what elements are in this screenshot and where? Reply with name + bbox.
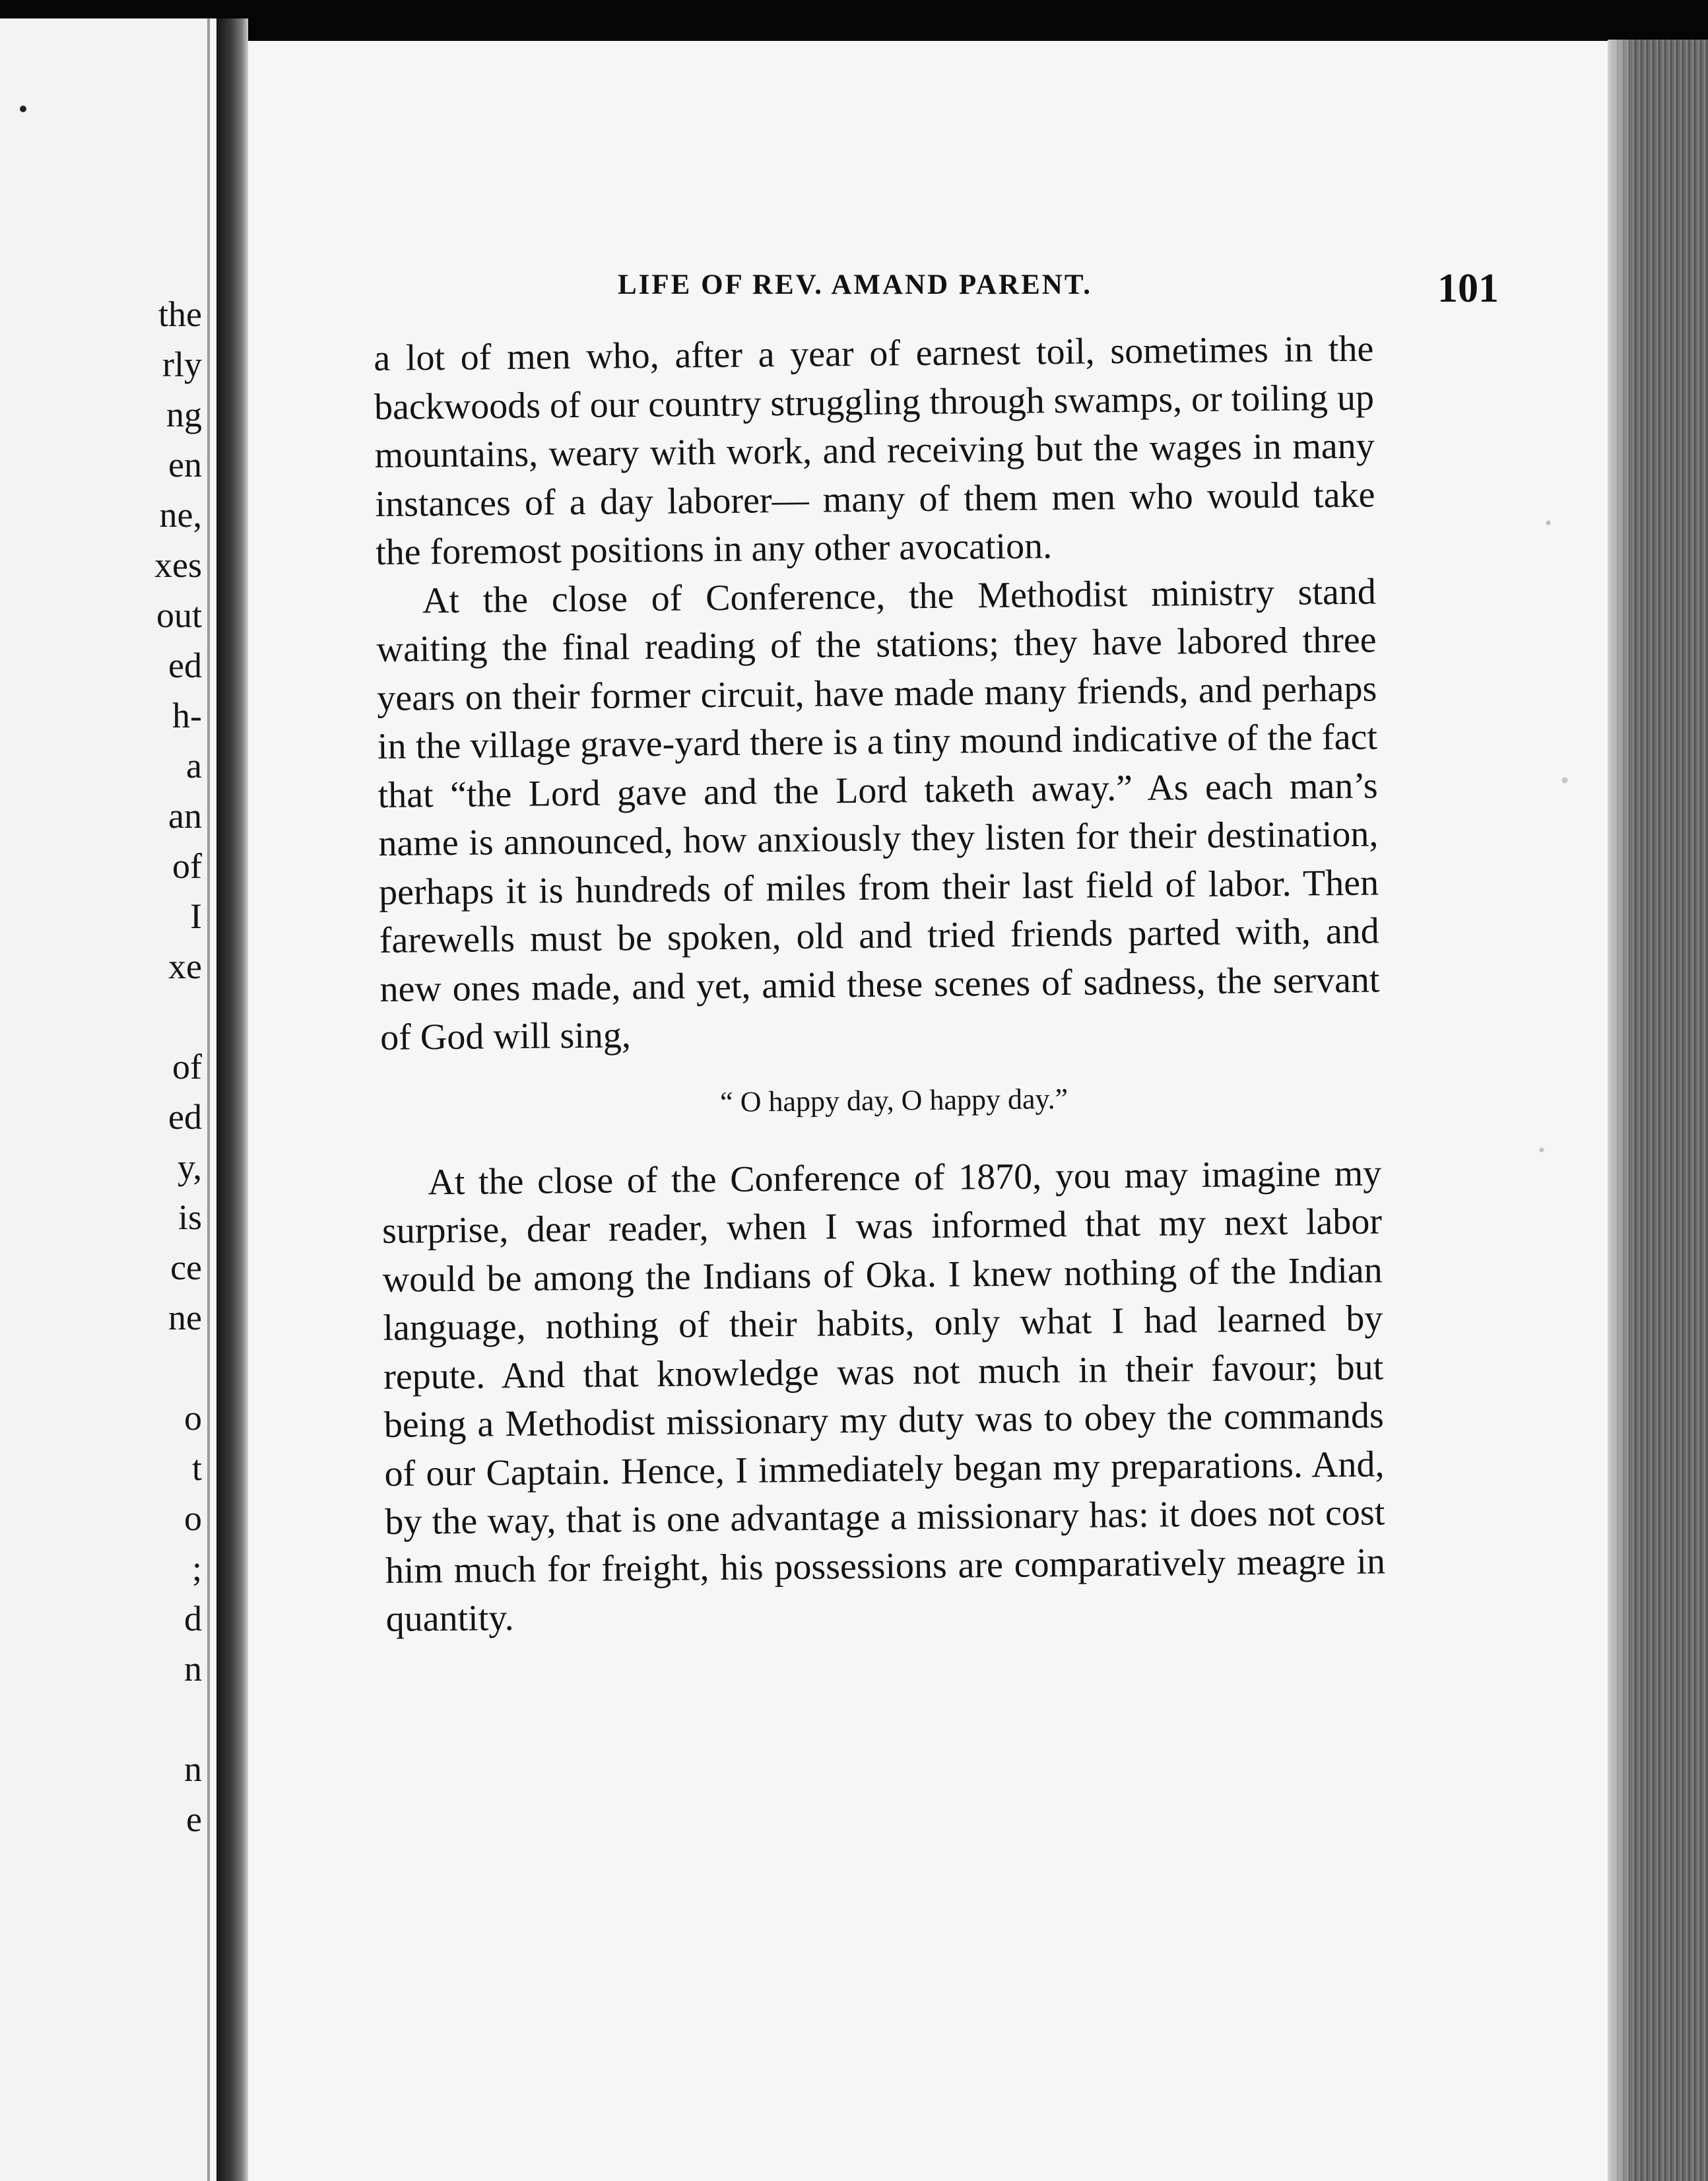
previous-page-line-fragment: I [190, 896, 202, 936]
previous-page-line-fragment: ne [168, 1298, 202, 1337]
previous-page-line-fragment: xes [154, 545, 202, 585]
previous-page-line-fragment: d [184, 1599, 202, 1638]
book-gutter [216, 18, 248, 2181]
previous-page-line-fragment: e [186, 1799, 202, 1839]
previous-page-line-fragment: t [191, 1448, 202, 1488]
paragraph-continued: a lot of men who, after a year of earnest toil, sometimes in the backwoods of our country struggling through swamps, or toiling up mountains, weary with work, and receiving but the wages in many instances of a day laborer— many of them men who would take the foremost positions in any other avocation. [374, 328, 1375, 573]
previous-page-line-fragment: of [172, 846, 202, 886]
previous-page-line-fragment: of [172, 1047, 202, 1087]
previous-page-line-fragment: a [186, 746, 202, 786]
previous-page-line-fragment: n [184, 1649, 202, 1689]
previous-page-line-fragment: ed [168, 646, 202, 685]
previous-page-line-fragment: n [184, 1749, 202, 1789]
previous-page-line-fragment [123, 1694, 202, 1744]
previous-page-line-fragment: y, [178, 1147, 202, 1187]
paper-specks [1528, 503, 1581, 1427]
page-101 [248, 41, 1608, 2181]
previous-page-line-fragment: is [178, 1197, 202, 1237]
previous-page-line-fragment: ng [166, 395, 202, 434]
previous-page-line-fragment: an [168, 796, 202, 836]
ink-speck [20, 106, 26, 112]
previous-page-line-fragment [123, 1343, 202, 1393]
previous-page-line-fragment: ed [168, 1097, 202, 1137]
page-edge-line [207, 18, 210, 2181]
previous-page-line-fragment: o [184, 1398, 202, 1438]
previous-page-line-fragment: the [158, 294, 202, 334]
book-page-edges [1608, 40, 1708, 2181]
running-head: LIFE OF REV. AMAND PARENT. [618, 269, 1093, 300]
previous-page-line-fragment: ce [170, 1248, 202, 1287]
previous-page-line-fragment: en [168, 445, 202, 485]
previous-page-text-fragments [123, 289, 202, 1844]
previous-page-line-fragment: rly [162, 345, 202, 384]
previous-page-line-fragment: xe [168, 947, 202, 986]
previous-page-line-fragment: ne, [159, 495, 202, 535]
previous-page-edge [0, 18, 216, 2181]
paragraph-conference-close: At the close of Conference, the Methodist ministry stand waiting the final reading of the stations; they have labored three years on their former circuit, have made many friends, and perhaps in the village grave-yard there is a tiny mound indicative of the fact that “the Lord gave and the Lord taketh away.” As each man’s name is announced, how anxiously they listen for their destination, perhaps it is hundreds of miles from their last field of labor. Then farewells must be spoken, old and tried friends parted with, and new ones made, and yet, amid these scenes of sadness, the servant of God will sing, [376, 570, 1380, 1058]
page-edge-shade [1608, 40, 1634, 2181]
scan-top-border [0, 0, 1708, 40]
previous-page-line-fragment: out [156, 595, 202, 635]
hymn-quote: “ O happy day, O happy day.” [719, 1082, 1068, 1118]
paragraph-oka-appointment: At the close of the Conference of 1870, you may imagine my surprise, dear reader, when I was informed that my next labor would be among the Indians of Oka. I knew nothing of the Indian language, nothing of their habits, only what I had learned by repute. And that knowledge was not much in their favour; but being a Methodist missionary my duty was to obey the commands of our Captain. Hence, I immediately began my preparations. And, by the way, that is one advantage a missionary has: it does not cost him much for freight, his possessions are comparatively meagre in quantity. [381, 1152, 1386, 1640]
page-number: 101 [1437, 266, 1499, 311]
previous-page-line-fragment: ; [191, 1549, 202, 1588]
previous-page-line-fragment [123, 991, 202, 1042]
previous-page-line-fragment: h- [172, 696, 202, 735]
previous-page-line-fragment: o [184, 1498, 202, 1538]
page-body-text [374, 325, 1386, 1644]
